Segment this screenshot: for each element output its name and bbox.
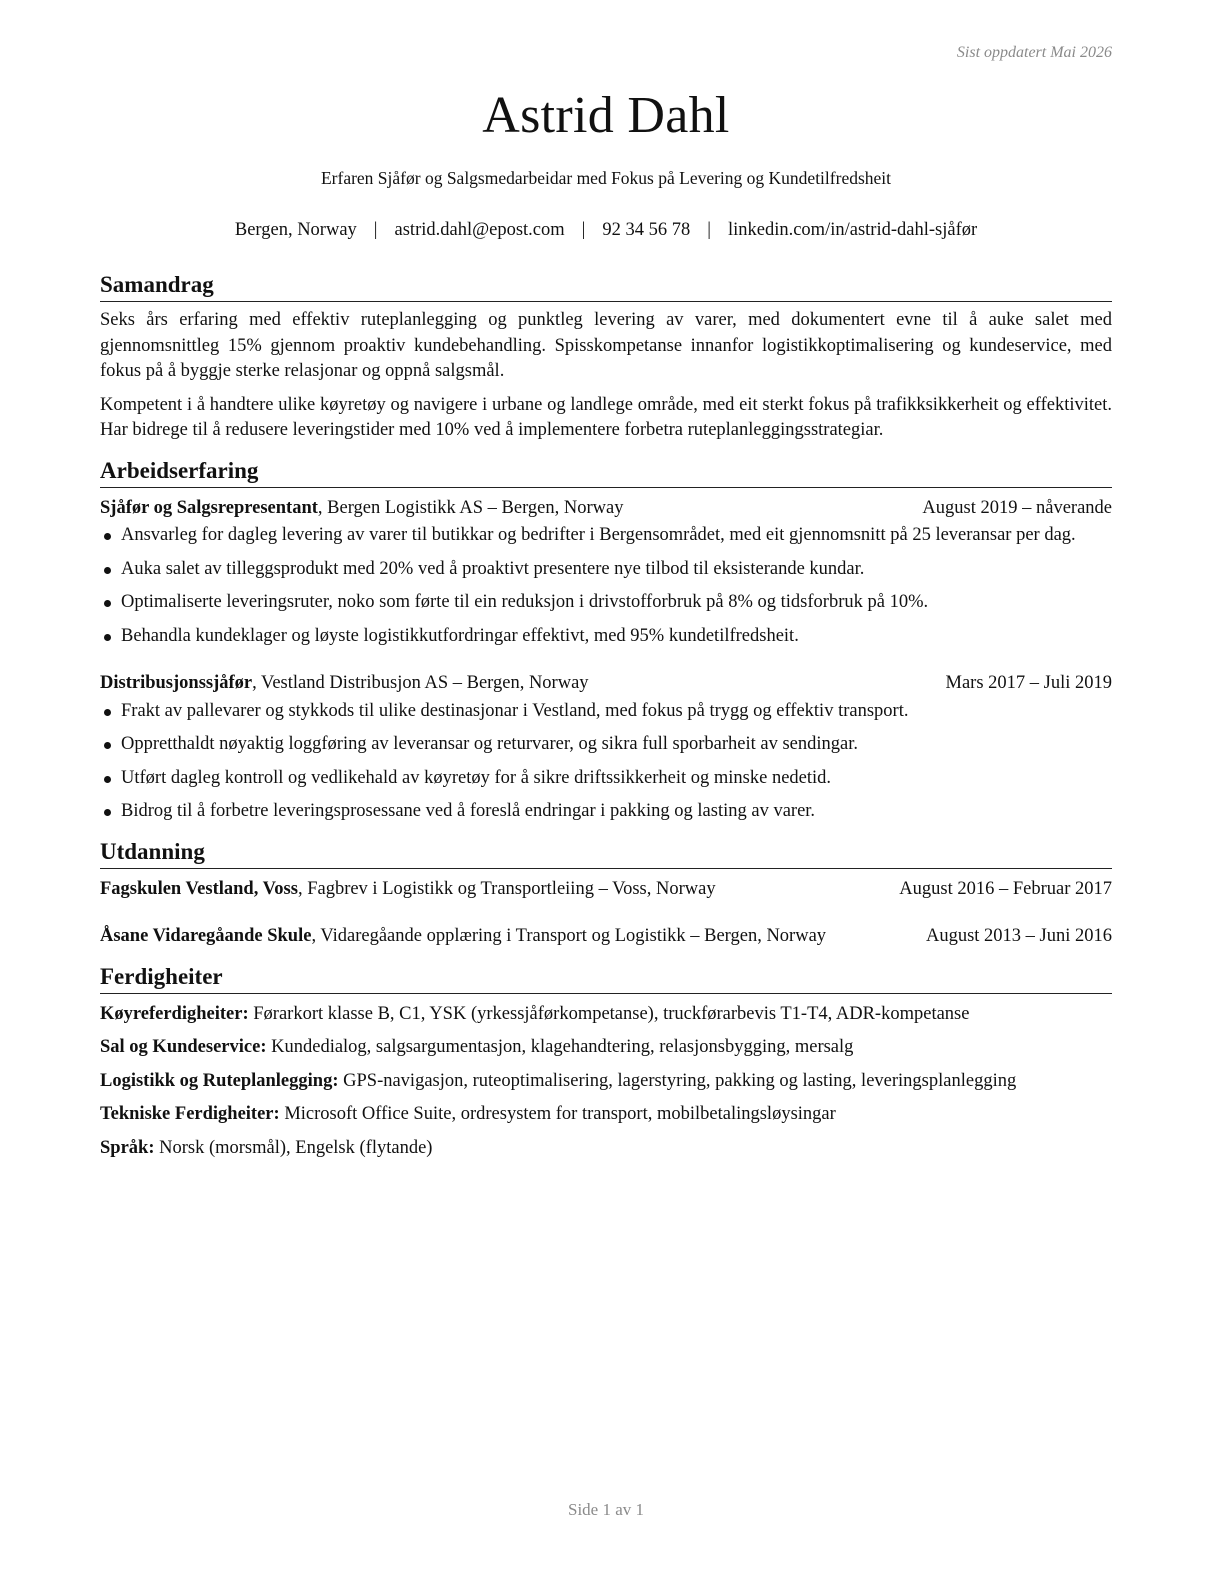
education-entry bbox=[100, 924, 1112, 950]
tagline: Erfaren Sjåfør og Salgsmedarbeidar med Fokus på Levering og Kundetilfredsheit bbox=[320, 168, 892, 188]
job-title-line bbox=[100, 496, 623, 522]
education-detail: , Fagbrev i Logistikk og Transportleiing – Voss, Norway bbox=[297, 878, 716, 899]
contact-phone: 92 34 56 78 bbox=[602, 220, 691, 240]
skill-label: Språk: bbox=[100, 1137, 155, 1158]
job-bullet: Auka salet av tilleggsprodukt med 20% ved å proaktivt presentere nye tilbod til eksisterande kundar. bbox=[100, 557, 1112, 583]
section-title-skills: Ferdigheiter bbox=[100, 962, 1112, 994]
job-bullet: Frakt av pallevarer og stykkods til ulike destinasjonar i Vestland, med fokus på trygg og effektiv transport. bbox=[100, 699, 1112, 725]
section-title-education: Utdanning bbox=[100, 837, 1112, 869]
contact-separator: | bbox=[707, 220, 711, 240]
skill-line bbox=[100, 1102, 1112, 1128]
job-entry bbox=[100, 496, 1112, 650]
experience-section bbox=[100, 456, 1112, 825]
contact-linkedin[interactable]: linkedin.com/in/astrid-dahl-sjåfør bbox=[727, 220, 978, 240]
skill-value: Norsk (morsmål), Engelsk (flytande) bbox=[154, 1137, 433, 1158]
skills-section bbox=[100, 962, 1112, 1162]
job-header bbox=[100, 496, 1112, 522]
job-role: Distribusjonssjåfør bbox=[100, 673, 253, 693]
resume-page bbox=[100, 0, 1112, 1584]
contact-separator: | bbox=[581, 220, 586, 240]
skill-value: GPS-navigasjon, ruteoptimalisering, lagerstyring, pakking og lasting, leveringsplanlegging bbox=[338, 1070, 1017, 1091]
section-title-experience: Arbeidserfaring bbox=[100, 456, 1112, 488]
job-dates: August 2019 – nåverande bbox=[922, 497, 1112, 518]
skill-value: Førarkort klasse B, C1, YSK (yrkessjåførkompetanse), truckførarbevis T1-T4, ADR-kompetanse bbox=[248, 1003, 970, 1024]
skill-line bbox=[100, 1002, 1112, 1028]
skill-value: Microsoft Office Suite, ordresystem for transport, mobilbetalingsløysingar bbox=[279, 1104, 836, 1124]
education-detail: , Vidaregåande opplæring i Transport og Logistikk – Bergen, Norway bbox=[311, 926, 827, 946]
education-title-line bbox=[100, 877, 860, 903]
job-bullet: Bidrog til å forbetre leveringsprosessane ved å foreslå endringar i pakking og lasting av varer. bbox=[100, 799, 1112, 825]
contact-separator: | bbox=[373, 220, 378, 240]
education-school: Fagskulen Vestland, Voss bbox=[100, 878, 298, 899]
job-dates: Mars 2017 – Juli 2019 bbox=[945, 673, 1112, 693]
job-role: Sjåfør og Salgsrepresentant bbox=[100, 497, 318, 518]
contact-location: Bergen, Norway bbox=[234, 220, 357, 240]
job-bullets bbox=[100, 523, 1112, 649]
summary-paragraph: Seks års erfaring med effektiv ruteplanlegging og punktleg levering av varer, med dokumentert evne til å auke salet med gjennomsnittleg 15% gjennom proaktiv kundebehandling. Spisskompetanse innanfor logistikkoptimalisering og kundeservice, med fokus på å byggje sterke relasjonar og oppnå salgsmål. bbox=[100, 310, 1112, 381]
job-bullets bbox=[100, 699, 1112, 825]
education-title-line bbox=[100, 924, 860, 950]
contact-line bbox=[100, 220, 1112, 241]
section-title-summary: Samandrag bbox=[100, 270, 1112, 302]
job-bullet: Optimaliserte leveringsruter, noko som førte til ein reduksjon i drivstofforbruk på 8% og tidsforbruk på 10%. bbox=[100, 590, 1112, 616]
job-title-line bbox=[100, 671, 589, 697]
job-bullet: Oppretthaldt nøyaktig loggføring av leveransar og returvarer, og sikra full sporbarheit av sendingar. bbox=[100, 732, 1112, 758]
summary-paragraph: Kompetent i å handtere ulike køyretøy og navigere i urbane og landlege område, med eit sterkt fokus på trafikksikkerheit og effektivitet. Har bidrege til å redusere leveringstider med 10% ved å implementere forbetra ruteplanleggingsstrategiar. bbox=[100, 394, 1112, 440]
job-employer: , Vestland Distribusjon AS – Bergen, Norway bbox=[252, 673, 589, 693]
education-section bbox=[100, 837, 1112, 950]
education-entry bbox=[100, 877, 1112, 903]
page-number: Side 1 av 1 bbox=[567, 1500, 645, 1519]
skill-label: Sal og Kundeservice: bbox=[100, 1037, 267, 1057]
summary-section bbox=[100, 270, 1112, 444]
job-bullet: Utført dagleg kontroll og vedlikehald av køyretøy for å sikre driftssikkerheit og minske nedetid. bbox=[100, 766, 1112, 792]
skill-line bbox=[100, 1069, 1112, 1095]
skill-line bbox=[100, 1035, 1112, 1061]
skill-value: Kundedialog, salgsargumentasjon, klagehandtering, relasjonsbygging, mersalg bbox=[266, 1037, 854, 1057]
job-header bbox=[100, 671, 1112, 697]
education-dates: August 2016 – Februar 2017 bbox=[899, 878, 1112, 899]
contact-email[interactable]: astrid.dahl@epost.com bbox=[394, 220, 565, 240]
resume-body bbox=[100, 270, 1112, 1161]
candidate-name: Astrid Dahl bbox=[482, 87, 730, 144]
job-bullet: Behandla kundeklager og løyste logistikkutfordringar effektivt, med 95% kundetilfredsheit. bbox=[100, 624, 1112, 650]
skill-label: Køyreferdigheiter: bbox=[100, 1003, 249, 1024]
skill-line bbox=[100, 1136, 1112, 1162]
job-bullet: Ansvarleg for dagleg levering av varer til butikkar og bedrifter i Bergensområdet, med eit gjennomsnitt på 25 leveransar per dag. bbox=[100, 523, 1112, 549]
job-employer: , Bergen Logistikk AS – Bergen, Norway bbox=[317, 497, 624, 518]
job-entry bbox=[100, 671, 1112, 825]
skill-label: Tekniske Ferdigheiter: bbox=[100, 1104, 280, 1124]
skill-label: Logistikk og Ruteplanlegging: bbox=[100, 1070, 339, 1091]
last-updated: Sist oppdatert Mai 2026 bbox=[956, 44, 1112, 61]
education-school: Åsane Vidaregåande Skule bbox=[100, 926, 312, 946]
education-dates: August 2013 – Juni 2016 bbox=[925, 926, 1112, 946]
